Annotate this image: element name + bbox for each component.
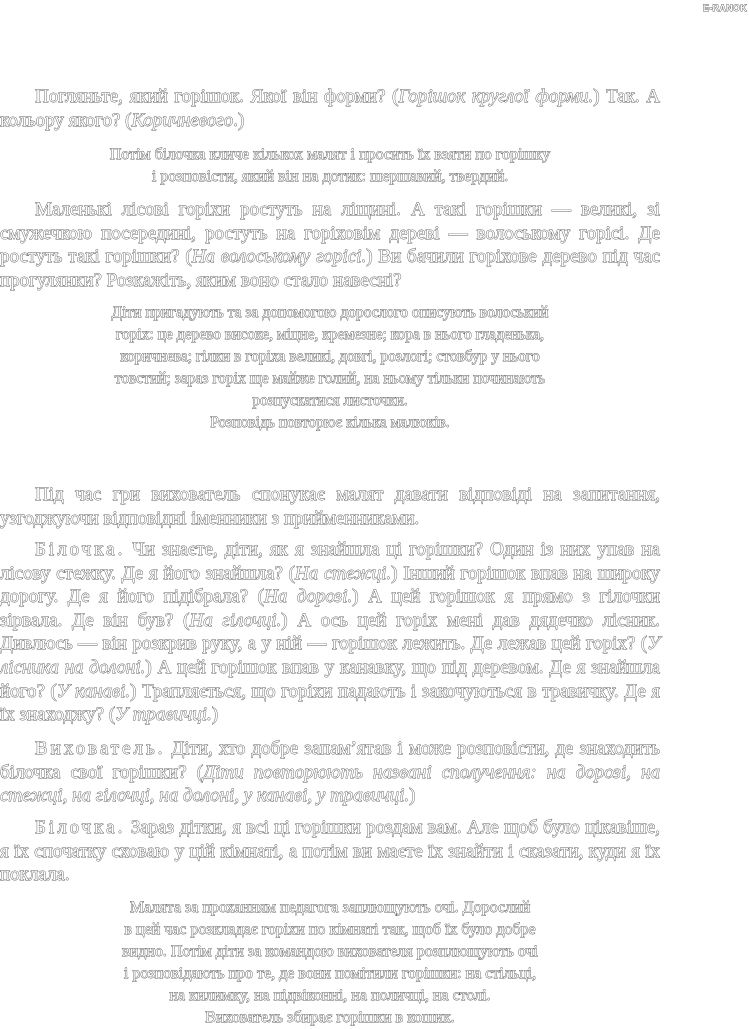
- paragraph-teacher-question: Вихователь. Діти, хто добре запам’ятав і може розповісти, де знаходить білочка свої горішки? (Діти повторюють названі сполучення: на дорозі, на стежці, на гілочці, на долоні, у канаві, у травичці.): [0, 738, 661, 807]
- paragraph-walnut-tree: Маленькі лісові горіхи ростуть на ліщині. А такі горішки — великі, зі смужечкою посередині, ростуть на горіховім дереві — волоському горісі. Де ростуть такі горішки? (На волоському горісі.) Ви бачили горіхове дерево під час прогулянки? Розкажіть, яким воно стало навесні?: [0, 199, 661, 291]
- paragraph-game-instruction: Під час гри вихователь спонукає малят давати відповіді на запитання, узгоджуючи відповідні іменники з прийменниками.: [0, 484, 660, 529]
- instruction-note-touch: Потім білочка кличе кількох малят і просить їх взяти по горішку і розповісти, який він на дотик: шершавий, твердий.: [109, 146, 551, 185]
- paragraph-squirrel-hide: Білочка. Зараз дітки, я всі ці горішки роздам вам. Але щоб було цікавіше, я їх спочатку сховаю у цій кімнаті, а потім ви маєте їх знайти і сказати, куди я їх поклала.: [0, 817, 660, 886]
- speaker-teacher: Вихователь.: [35, 738, 166, 759]
- speaker-squirrel: Білочка.: [35, 539, 126, 560]
- instruction-note-describe-tree: Діти пригадують та за допомогою дорослого описують волоський горіх: це дерево високе, міцне, кремезне; кора в нього гладенька, коричнева; гілки в горіха великі, довгі, розлогі; стовбур у нього товстий; зараз горіх ще майже голий, на ньому тільки починають розпускатися листочки. Розповідь повторює кілька малюків.: [111, 304, 549, 431]
- instruction-note-hide-nuts: Малята за проханням педагога заплющують очі. Дорослий в цей час розкладає горіхи по кімнаті так, щоб їх було добре видно. Потім діти за командою вихователя розплющують очі і розповідають про те, де вони помітили горішки: на стільці, на килимку, на підвіконні, на поличці, на столі. Вихователь збирає горішки в кошик.: [122, 899, 538, 1026]
- publisher-logo: E-RANOK: [702, 3, 747, 13]
- speaker-squirrel: Білочка.: [35, 817, 126, 838]
- paragraph-squirrel-story: Білочка. Чи знаєте, діти, як я знайшла ці горішки? Один із них упав на лісову стежку. Де я його знайшла? (На стежці.) Інший горішок впав на широку дорогу. Де я його підібрала? (На дорозі.) А цей горішок я прямо з гілочки зірвала. Де він був? (На гілочці.) А ось цей горіх мені дав дядечко лісник. Дивлюсь — він розкрив руку, а у ній — горішок лежить. Де лежав цей горіх? (У лісника на долоні.) А цей горішок впав у канавку, що під деревом. Де я знайшла його? (У канаві.) Трапляється, що горіхи падають і закочуються в травичку. Де я їх знаходжу? (У травичці.): [0, 539, 661, 726]
- paragraph-form-question: Погляньте, який горішок. Якої він форми? (Горішок круглої форми.) Так. А кольору якого? (Коричневого.): [0, 86, 660, 131]
